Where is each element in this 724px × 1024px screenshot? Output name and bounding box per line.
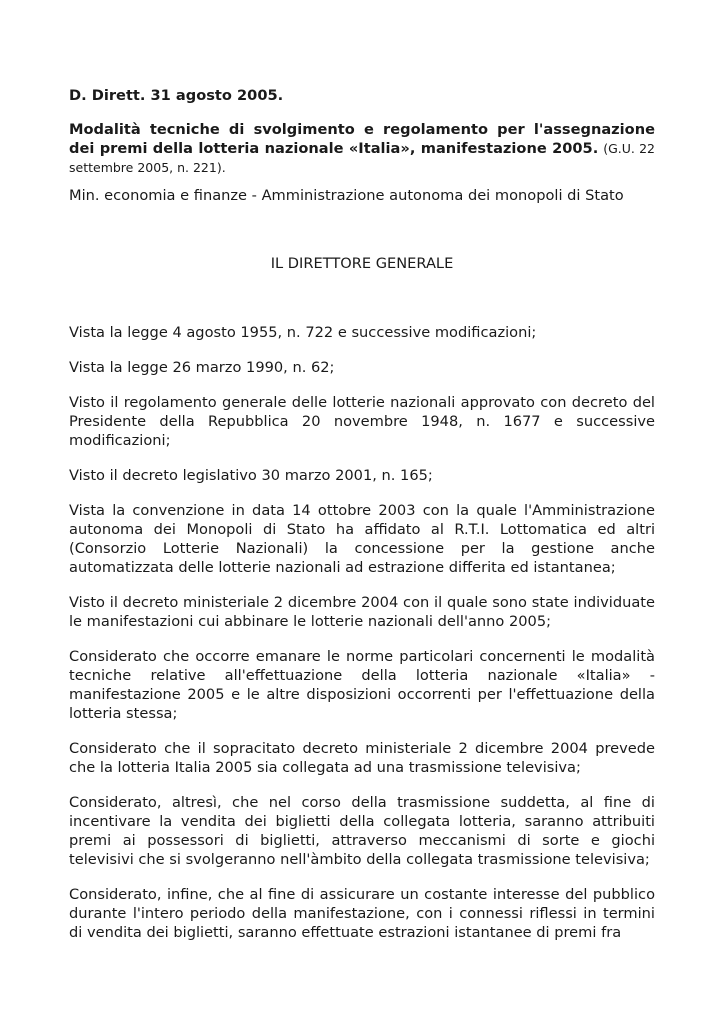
decree-title xyxy=(69,120,655,177)
issuing-ministry: Min. economia e finanze - Amministrazione autonoma dei monopoli di Stato xyxy=(69,187,624,204)
paragraph-7: Considerato che occorre emanare le norme particolari concernenti le modalità tecniche relative all'effettuazione della lotteria nazionale «Italia» - manifestazione 2005 e le altre disposizioni occorrenti per l'effettuazione della lotteria stessa; xyxy=(69,648,655,722)
paragraph-8: Considerato che il sopracitato decreto ministeriale 2 dicembre 2004 prevede che la lotteria Italia 2005 sia collegata ad una trasmissione televisiva; xyxy=(69,740,655,776)
decree-title-text: Modalità tecniche di svolgimento e regolamento per l'assegnazione dei premi della lotteria nazionale «Italia», manifestazione 2005. xyxy=(69,121,655,157)
decree-reference: D. Dirett. 31 agosto 2005. xyxy=(69,87,284,104)
paragraph-1: Vista la legge 4 agosto 1955, n. 722 e successive modificazioni; xyxy=(69,324,537,341)
paragraph-4: Visto il decreto legislativo 30 marzo 2001, n. 165; xyxy=(69,467,433,484)
paragraph-5: Vista la convenzione in data 14 ottobre 2003 con la quale l'Amministrazione autonoma dei Monopoli di Stato ha affidato al R.T.I. Lottomatica ed altri (Consorzio Lotterie Nazionali) la concessione per la gestione anche automatizzata delle lotterie nazionali ad estrazione differita ed istantanea; xyxy=(69,502,655,576)
paragraph-9: Considerato, altresì, che nel corso della trasmissione suddetta, al fine di incentivare la vendita dei biglietti della collegata lotteria, saranno attribuiti premi ai possessori di biglietti, attraverso meccanismi di sorte e giochi televisivi che si svolgeranno nell'àmbito della collegata trasmissione televisiva; xyxy=(69,794,655,868)
paragraph-6: Visto il decreto ministeriale 2 dicembre 2004 con il quale sono state individuate le manifestazioni cui abbinare le lotterie nazionali dell'anno 2005; xyxy=(69,594,655,630)
paragraph-2: Vista la legge 26 marzo 1990, n. 62; xyxy=(69,359,335,376)
document-page xyxy=(69,86,655,958)
director-heading: IL DIRETTORE GENERALE xyxy=(270,255,454,272)
paragraph-10: Considerato, infine, che al fine di assicurare un costante interesse del pubblico durante l'intero periodo della manifestazione, con i connessi riflessi in termini di vendita dei biglietti, saranno effettuate estrazioni istantanee di premi fra xyxy=(69,886,655,941)
gazette-reference: (G.U. 22 settembre 2005, n. 221). xyxy=(69,141,655,175)
paragraph-3: Visto il regolamento generale delle lotterie nazionali approvato con decreto del Presidente della Repubblica 20 novembre 1948, n. 1677 e successive modificazioni; xyxy=(69,394,655,449)
